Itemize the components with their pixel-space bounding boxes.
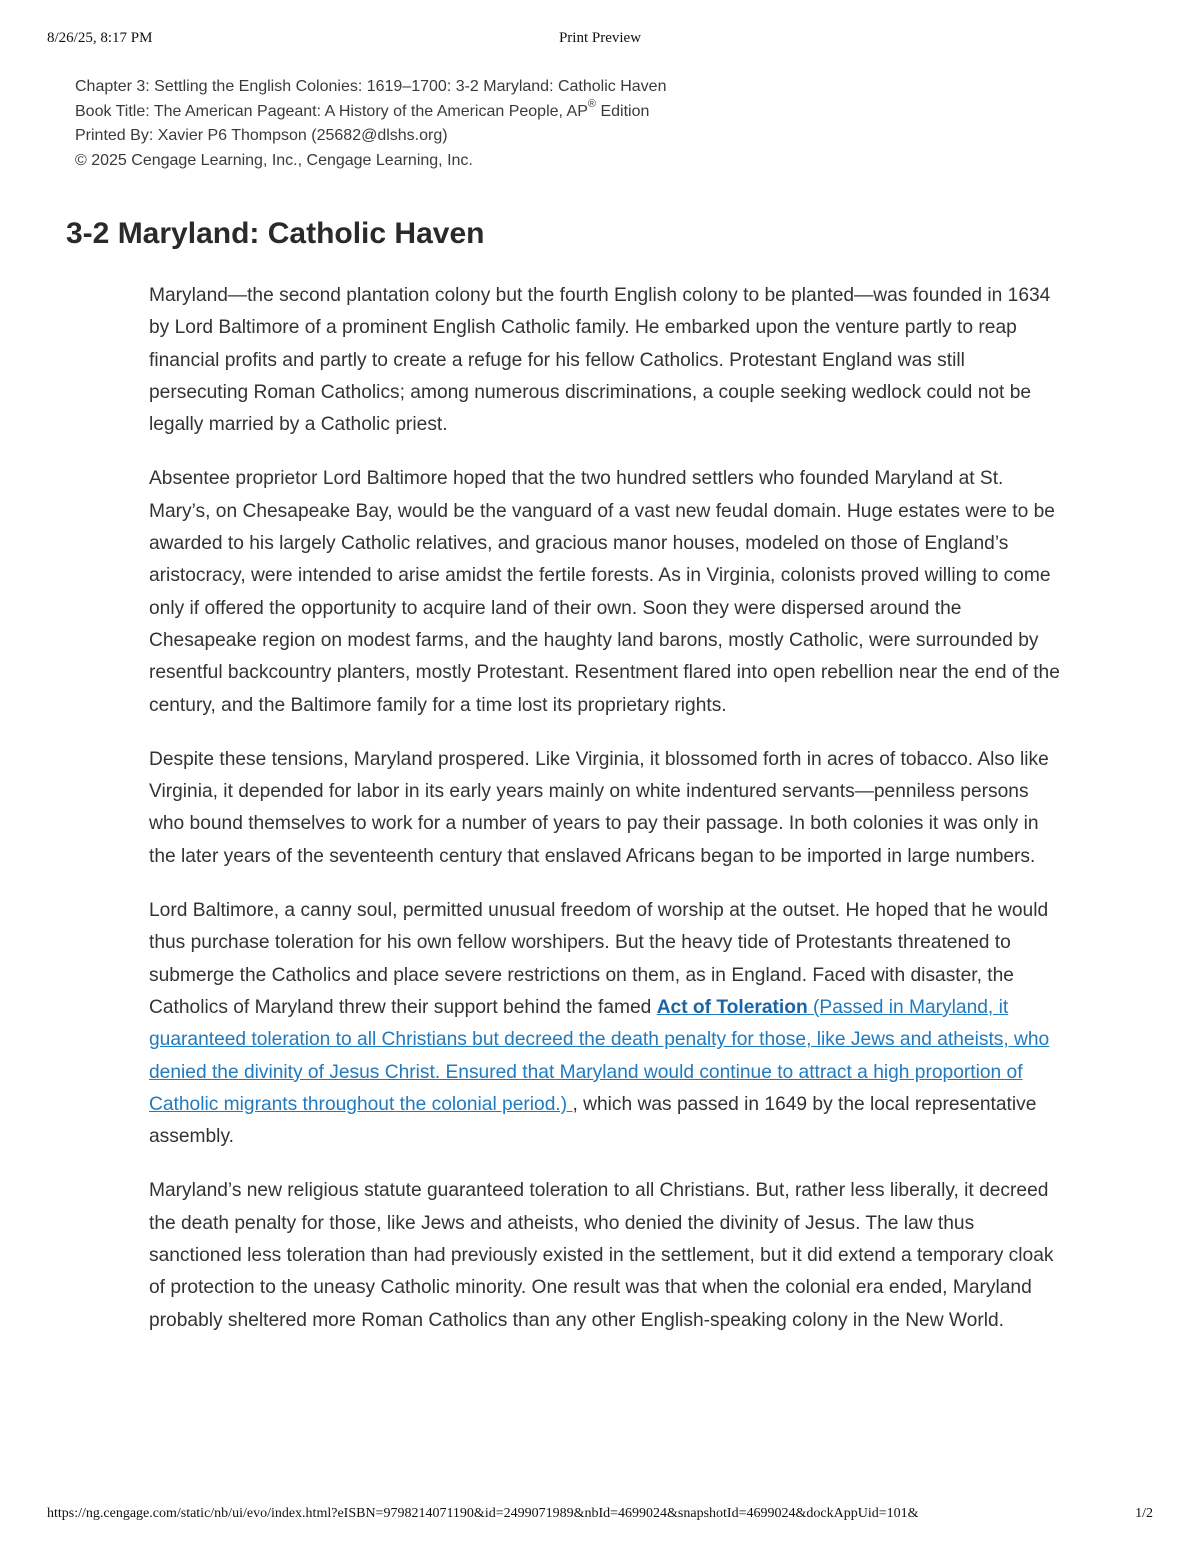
print-preview-title: Print Preview — [558, 30, 642, 46]
chapter-line: Chapter 3: Settling the English Colonies: 1619–1700: 3-2 Maryland: Catholic Haven — [75, 78, 667, 95]
paragraph-4-tail: , which was passed in 1649 by the local representative assembly. — [149, 1093, 1037, 1148]
print-footer — [47, 1506, 1153, 1526]
document-meta — [75, 75, 975, 173]
copyright-line: © 2025 Cengage Learning, Inc., Cengage Learning, Inc. — [75, 151, 473, 169]
printed-by-line: Printed By: Xavier P6 Thompson (25682@dlshs.org) — [75, 127, 448, 144]
book-title-line — [75, 100, 975, 125]
source-url: https://ng.cengage.com/static/nb/ui/evo/index.html?eISBN=9798214071190&id=2499071989&nbId=4699024&snapshotId=4699024&dockAppUid=101& — [47, 1506, 919, 1521]
paragraph-4-lead: Lord Baltimore, a canny soul, permitted unusual freedom of worship at the outset. He hoped that he would thus purchase toleration for his own fellow worshipers. But the heavy tide of Protestants threatened to submerge the Catholics and place severe restrictions on them, as in England. Faced with disaster, the Catholics of Maryland threw their support behind the famed — [149, 900, 1049, 1018]
key-term-act-of-toleration: Act of Toleration — [656, 996, 808, 1018]
print-header — [47, 30, 1153, 50]
page-number: 1/2 — [1135, 1506, 1153, 1521]
paragraph-4 — [149, 895, 1064, 1153]
book-title-edition: Edition — [596, 102, 650, 120]
paragraph-5: Maryland’s new religious statute guaranteed toleration to all Christians. But, rather less liberally, it decreed the death penalty for those, like Jews and atheists, who denied the divinity of Jesus. The law thus sanctioned less toleration than had previously existed in the settlement, but it did extend a temporary cloak of protection to the uneasy Catholic minority. One result was that when the colonial era ended, Maryland probably sheltered more Roman Catholics than any other English-speaking colony in the New World. — [149, 1180, 1054, 1331]
page-title: 3-2 Maryland: Catholic Haven — [66, 217, 485, 250]
paragraph-3: Despite these tensions, Maryland prospered. Like Virginia, it blossomed forth in acres of tobacco. Also like Virginia, it depended for labor in its early years mainly on white indentured servants—penniless persons who bound themselves to work for a number of years to pay their passage. In both colonies it was only in the later years of the seventeenth century that enslaved Africans began to be imported in large numbers. — [149, 748, 1049, 867]
print-datetime: 8/26/25, 8:17 PM — [47, 30, 153, 46]
article-body — [149, 280, 1064, 1359]
key-term-definition: (Passed in Maryland, it guaranteed toleration to all Christians but decreed the death penalty for those, like Jews and atheists, who denied the divinity of Jesus Christ. Ensured that Maryland would continue to attract a high proportion of Catholic migrants throughout the colonial period.) — [149, 996, 1050, 1115]
book-title-text: Book Title: The American Pageant: A History of the American People, AP — [75, 102, 588, 120]
paragraph-2: Absentee proprietor Lord Baltimore hoped that the two hundred settlers who founded Maryland at St. Mary’s, on Chesapeake Bay, would be the vanguard of a vast new feudal domain. Huge estates were to be awarded to his largely Catholic relatives, and gracious manor houses, modeled on those of England’s aristocracy, were intended to arise amidst the fertile forests. As in Virginia, colonists proved willing to come only if offered the opportunity to acquire land of their own. Soon they were dispersed around the Chesapeake region on modest farms, and the haughty land barons, mostly Catholic, were surrounded by resentful backcountry planters, mostly Protestant. Resentment flared into open rebellion near the end of the century, and the Baltimore family for a time lost its proprietary rights. — [149, 468, 1060, 716]
registered-mark: ® — [587, 98, 596, 111]
paragraph-1: Maryland—the second plantation colony but the fourth English colony to be planted—was founded in 1634 by Lord Baltimore of a prominent English Catholic family. He embarked upon the venture partly to reap financial profits and partly to create a refuge for his fellow Catholics. Protestant England was still persecuting Roman Catholics; among numerous discriminations, a couple seeking wedlock could not be legally married by a Catholic priest. — [149, 285, 1051, 436]
